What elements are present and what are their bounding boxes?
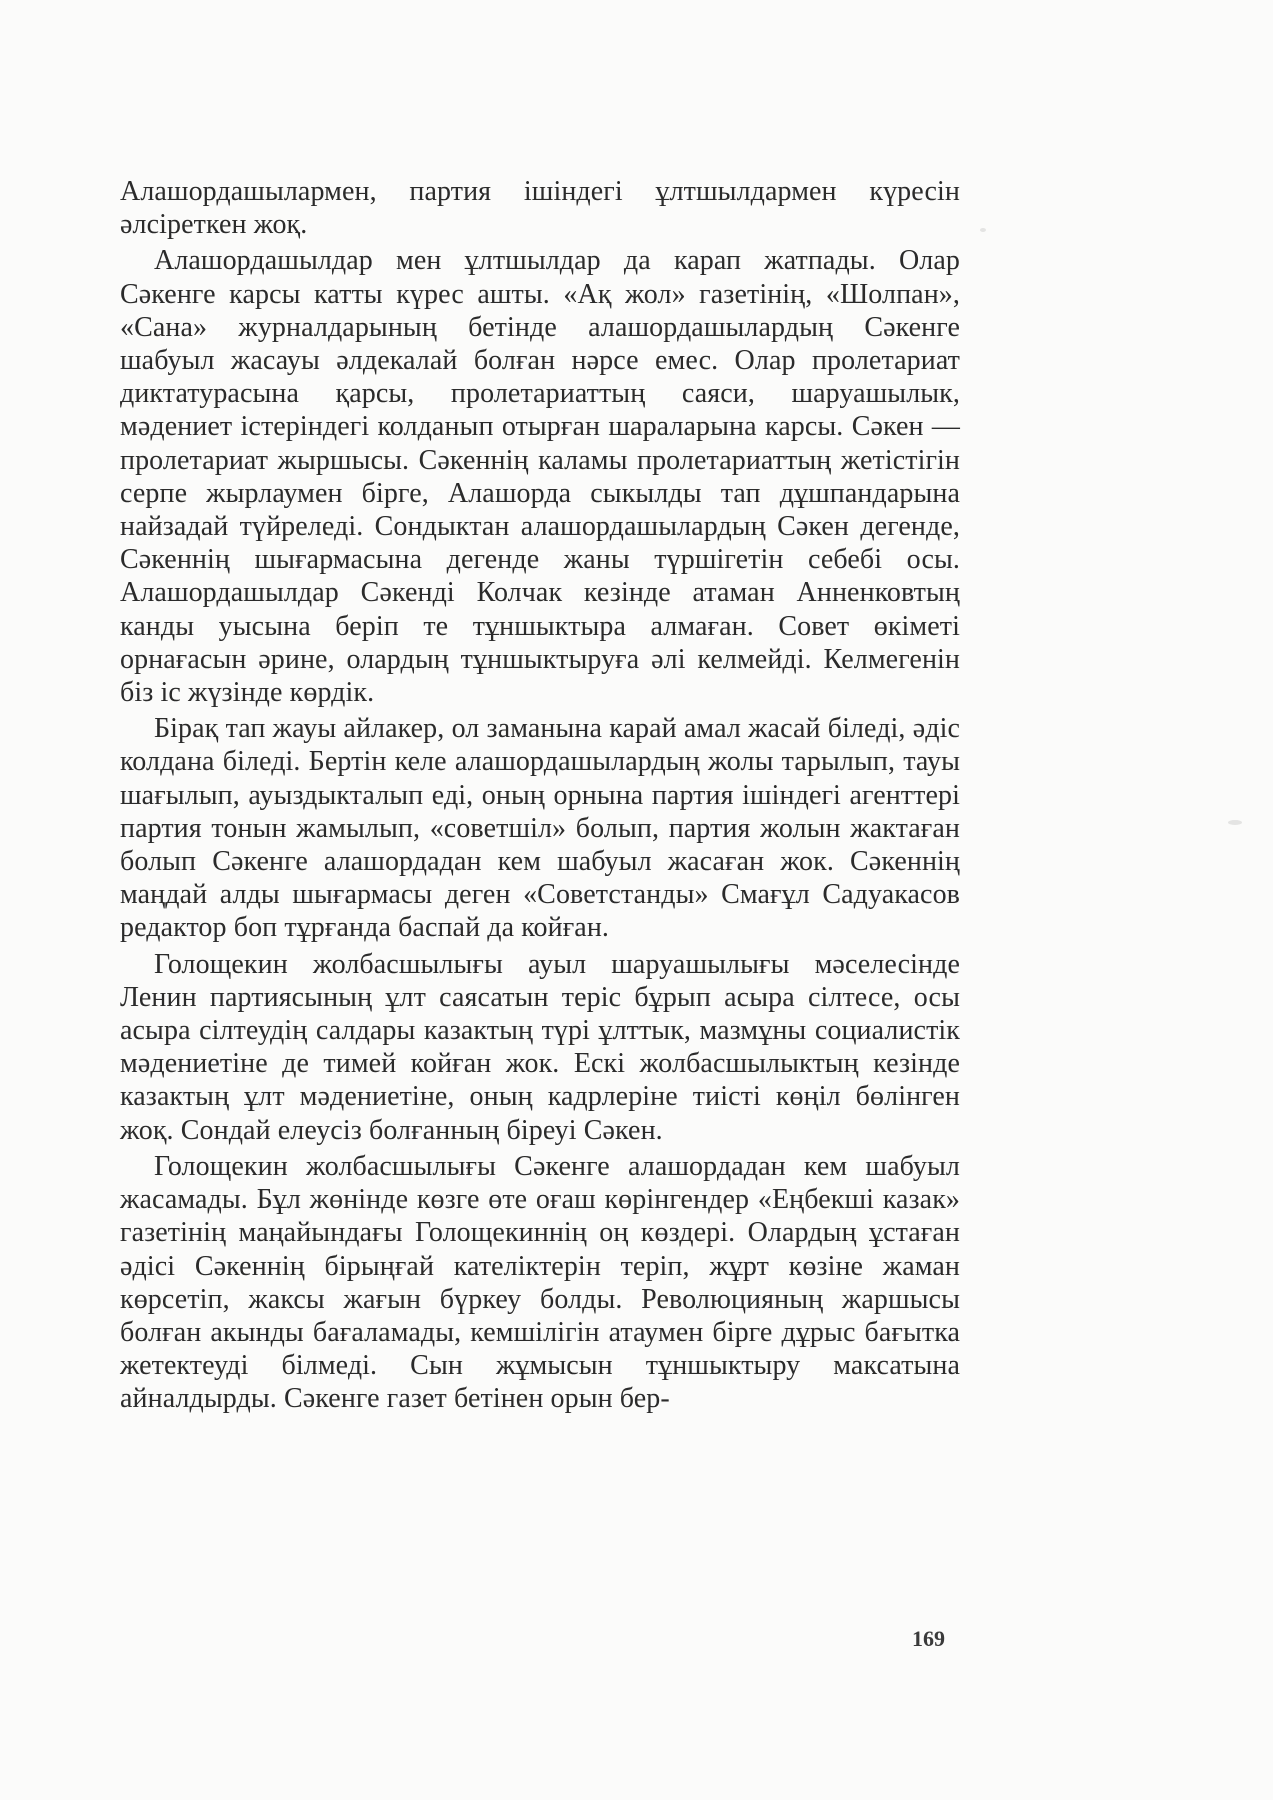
paragraph: Бірақ тап жауы айлакер, ол заманына карай амал жасай біледі, әдіс колдана біледі. Бертін келе алашордашылардың жолы тарылып, тауы шағылып, ауыздыкталып еді, оның орнына партия ішіндегі агенттері партия тонын жамылып, «советшіл» болып, партия жолын жактаған болып Сәкенге алашордадан кем шабуыл жасаған жок. Сәкеннің маңдай алды шығармасы деген «Советстанды» Смағұл Садуакасов редактор боп тұрғанда баспай да койған. bbox=[120, 713, 960, 944]
scan-smudge bbox=[980, 228, 986, 232]
paragraph: Голощекин жолбасшылығы Сәкенге алашордадан кем шабуыл жасамады. Бұл жөнінде көзге өте оғаш көрінгендер «Еңбекші казак» газетінің маңайындағы Голощекиннің оң көздері. Олардың ұстаған әдісі Сәкеннің бірыңғай кателіктерін теріп, жұрт көзіне жаман көрсетіп, жаксы жағын бүркеу болды. Революцияның жаршысы болған акынды бағаламады, кемшілігін атаумен бірге дұрыс бағытка жетектеуді білмеді. Сын жұмысын тұншыктыру максатына айналдырды. Сәкенге газет бетінен орын бер- bbox=[120, 1150, 960, 1415]
scan-smudge bbox=[1228, 820, 1242, 825]
body-text bbox=[120, 175, 960, 1416]
page-number: 169 bbox=[912, 1626, 945, 1651]
paragraph: Алашордашылармен, партия ішіндегі ұлтшылдармен күресін әлсіреткен жоқ. bbox=[120, 176, 960, 241]
paragraph: Алашордашылдар мен ұлтшылдар да карап жатпады. Олар Сәкенге карсы катты күрес ашты. «Ақ жол» газетінің, «Шолпан», «Сана» журналдарының бетінде алашордашылардың Сәкенге шабуыл жасауы әлдекалай болған нәрсе емес. Олар пролетариат диктатурасына қарсы, пролетариаттың саяси, шаруашылык, мәдениет істеріндегі колданып отырған шараларына карсы. Сәкен — пролетариат жыршысы. Сәкеннің каламы пролетариаттың жетістігін серпе жырлаумен бірге, Алашорда сыкылды тап дұшпандарына найзадай түйреледі. Сондыктан алашордашылардың Сәкен дегенде, Сәкеннің шығармасына дегенде жаны түршігетін себебі осы. Алашордашылдар Сәкенді Колчак кезінде атаман Анненковтың канды уысына беріп те тұншыктыра алмаған. Совет өкіметі орнағасын әрине, олардың тұншыктыруға әлі келмейді. Келмегенін біз іс жүзінде көрдік. bbox=[120, 245, 960, 709]
paragraph: Голощекин жолбасшылығы ауыл шаруашылығы мәселесінде Ленин партиясының ұлт саясатын теріс бұрып асыра сілтесе, осы асыра сілтеудің салдары казактың түрі ұлттык, мазмұны социалистік мәдениетіне де тимей койған жок. Ескі жолбасшылыктың кезінде казактың ұлт мәдениетіне, оның кадрлеріне тиісті көңіл бөлінген жоқ. Сондай елеусіз болғанның біреуі Сәкен. bbox=[120, 948, 960, 1146]
